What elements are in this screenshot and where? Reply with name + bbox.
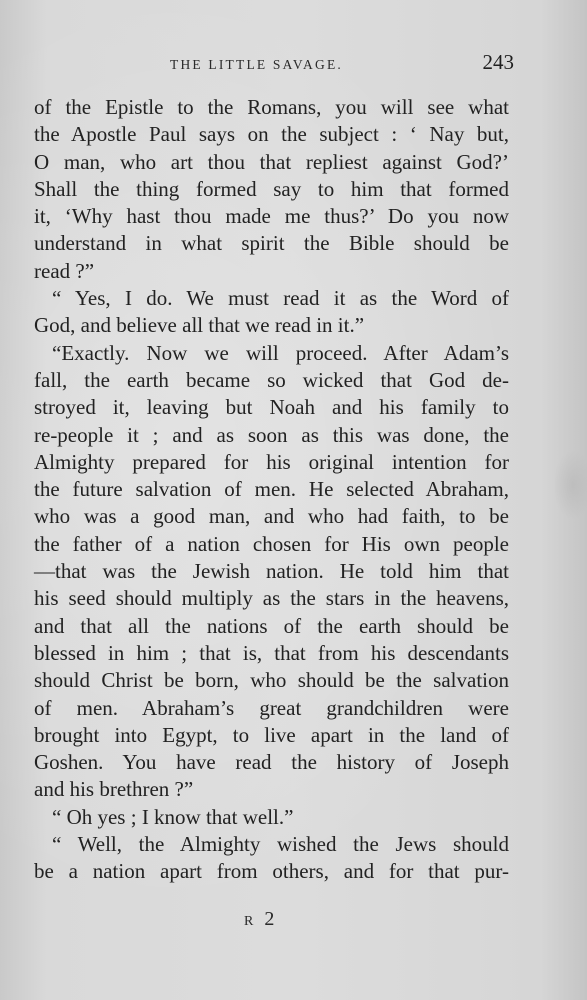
text-line: be a nation apart from others, and for that pur-: [34, 859, 509, 884]
text-line: O man, who art thou that repliest against God?’: [34, 149, 509, 174]
text-line: “Exactly. Now we will proceed. After Adam’s: [52, 340, 509, 365]
text-line: “ Well, the Almighty wished the Jews should: [52, 832, 509, 857]
page-number: 243: [482, 50, 514, 74]
text-line: it, ‘Why hast thou made me thus?’ Do you now: [34, 204, 509, 229]
text-line: fall, the earth became so wicked that God de-: [34, 367, 509, 392]
text-line: understand in what spirit the Bible should be: [34, 231, 509, 256]
text-line: —that was the Jewish nation. He told him that: [34, 559, 509, 584]
text-line: Shall the thing formed say to him that formed: [34, 176, 509, 201]
text-line: Goshen. You have read the history of Joseph: [34, 750, 509, 775]
text-line: re-people it ; and as soon as this was done, the: [34, 422, 509, 447]
text-line: stroyed it, leaving but Noah and his family to: [34, 395, 509, 420]
text-line: “ Yes, I do. We must read it as the Word of: [52, 286, 509, 311]
text-line: and that all the nations of the earth should be: [34, 613, 509, 638]
page-header: [34, 50, 514, 80]
text-line: the Apostle Paul says on the subject : ‘ Nay but,: [34, 122, 509, 147]
text-line: should Christ be born, who should be the salvation: [34, 668, 509, 693]
text-line: the future salvation of men. He selected Abraham,: [34, 477, 509, 502]
text-line: the father of a nation chosen for His own people: [34, 531, 509, 556]
text-line: read ?”: [34, 258, 95, 283]
text-line: God, and believe all that we read in it.”: [34, 313, 365, 338]
text-line: and his brethren ?”: [34, 777, 194, 802]
text-line: Almighty prepared for his original intention for: [34, 449, 509, 474]
body-text: [34, 94, 509, 886]
paper-stain: [553, 450, 587, 520]
signature-letter: R: [244, 914, 257, 929]
text-line: of the Epistle to the Romans, you will see what: [34, 95, 509, 119]
signature-number: 2: [264, 908, 278, 930]
text-line: of men. Abraham’s great grandchildren were: [34, 695, 509, 720]
text-line: his seed should multiply as the stars in the heavens,: [34, 586, 509, 611]
text-line: blessed in him ; that is, that from his descendants: [34, 640, 509, 665]
text-line: brought into Egypt, to live apart in the land of: [34, 722, 509, 747]
running-title: THE LITTLE SAVAGE.: [170, 57, 343, 72]
signature-mark: [244, 908, 277, 931]
text-line: “ Oh yes ; I know that well.”: [52, 804, 294, 829]
text-line: who was a good man, and who had faith, to be: [34, 504, 509, 529]
